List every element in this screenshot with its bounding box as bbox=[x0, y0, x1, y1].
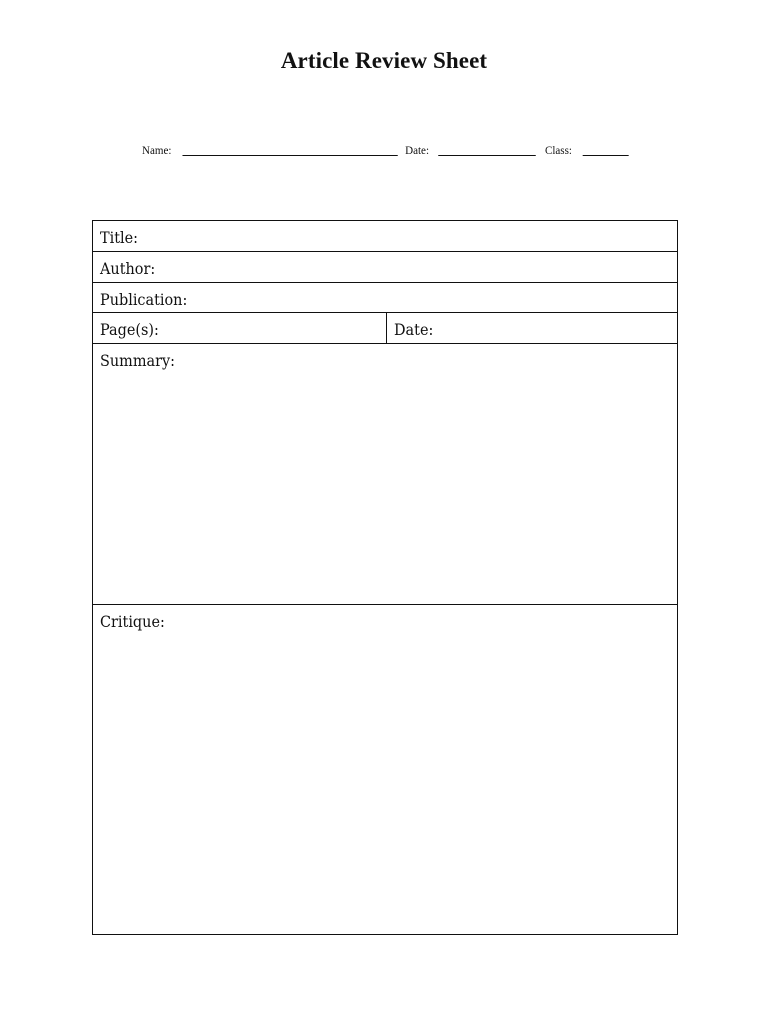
publication-label: Publication: bbox=[100, 291, 188, 309]
form-date-label: Date: bbox=[394, 321, 434, 339]
date-label: Date: bbox=[405, 143, 430, 157]
author-label: Author: bbox=[100, 260, 156, 278]
student-info-line bbox=[142, 141, 602, 159]
publication-row[interactable] bbox=[93, 283, 677, 313]
article-review-form bbox=[92, 220, 678, 935]
pages-cell[interactable] bbox=[93, 313, 386, 343]
pages-label: Page(s): bbox=[100, 321, 159, 339]
critique-label: Critique: bbox=[100, 613, 165, 631]
class-label: Class: bbox=[544, 143, 572, 157]
author-row[interactable] bbox=[93, 252, 677, 283]
summary-section[interactable] bbox=[93, 344, 677, 605]
critique-section[interactable] bbox=[93, 605, 677, 934]
page-title: Article Review Sheet bbox=[280, 48, 488, 73]
title-row[interactable] bbox=[93, 221, 677, 252]
pages-date-row bbox=[93, 313, 677, 344]
name-label: Name: bbox=[142, 143, 172, 157]
title-label: Title: bbox=[100, 229, 139, 247]
date-cell[interactable] bbox=[387, 313, 677, 343]
summary-label: Summary: bbox=[100, 352, 175, 370]
class-blank-line[interactable] bbox=[583, 155, 629, 156]
name-blank-line[interactable] bbox=[182, 155, 397, 156]
date-blank-line[interactable] bbox=[438, 155, 536, 156]
